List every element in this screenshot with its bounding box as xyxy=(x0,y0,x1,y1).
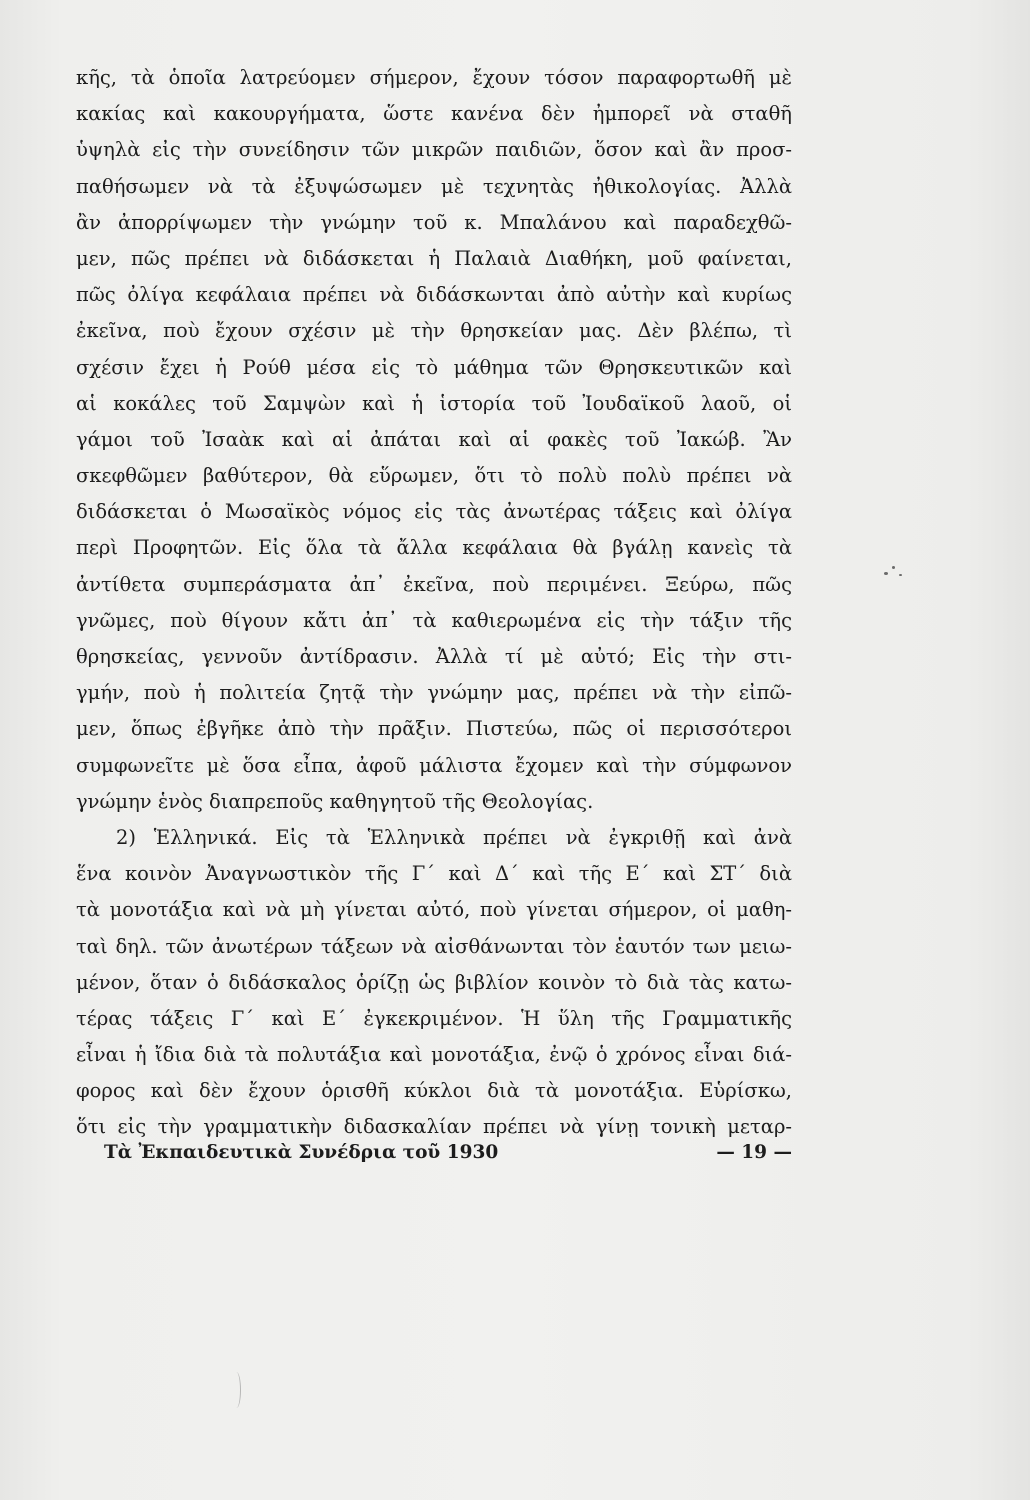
text-line: ὅτι εἰς τὴν γραμματικὴν διδασκαλίαν πρέπει νὰ γίνῃ τονικὴ μεταρ- xyxy=(76,1115,792,1139)
text-line: θρησκείας, γεννοῦν ἀντίδρασιν. Ἀλλὰ τί μὲ αὐτό; Εἰς τὴν στι- xyxy=(76,645,792,668)
footer-title: Τὰ Ἐκπαιδευτικὰ Συνέδρια τοῦ 1930 xyxy=(104,1142,499,1163)
text-line: πῶς ὀλίγα κεφάλαια πρέπει νὰ διδάσκωνται ἀπὸ αὐτὴν καὶ κυρίως xyxy=(76,283,792,307)
scan-mark xyxy=(232,1372,241,1408)
text-line: ἀντίθετα συμπεράσματα ἀπ᾽ ἐκεῖνα, ποὺ περιμένει. Ξεύρω, πῶς xyxy=(76,572,792,596)
text-line: κακίας καὶ κακουργήματα, ὥστε κανένα δὲν ἠμπορεῖ νὰ σταθῆ xyxy=(76,102,792,126)
text-line: κῆς, τὰ ὁποῖα λατρεύομεν σήμερον, ἔχουν τόσον παραφορτωθῆ μὲ xyxy=(76,66,792,89)
text-line: ἂν ἀπορρίψωμεν τὴν γνώμην τοῦ κ. Μπαλάνου καὶ παραδεχθῶ- xyxy=(76,210,792,234)
text-line: εἶναι ἡ ἴδια διὰ τὰ πολυτάξια καὶ μονοτάξια, ἐνῷ ὁ χρόνος εἶναι διά- xyxy=(76,1043,792,1067)
text-line: διδάσκεται ὁ Μωσαϊκὸς νόμος εἰς τὰς ἀνωτέρας τάξεις καὶ ὀλίγα xyxy=(76,500,792,524)
text-line: περὶ Προφητῶν. Εἰς ὅλα τὰ ἄλλα κεφάλαια θὰ βγάλῃ κανεὶς τὰ xyxy=(76,536,792,560)
paragraph-first-line: 2) Ἑλληνικά. Εἰς τὰ Ἑλληνικὰ πρέπει νὰ ἐγκριθῇ καὶ ἀνὰ xyxy=(116,825,792,849)
paragraph-last-line: γνώμην ἑνὸς διαπρεποῦς καθηγητοῦ τῆς Θεολογίας. xyxy=(76,789,594,813)
text-line: γμήν, ποὺ ἡ πολιτεία ζητᾷ τὴν γνώμην μας, πρέπει νὰ τὴν εἰπῶ- xyxy=(76,681,792,705)
text-line: μεν, ὅπως ἐβγῆκε ἀπὸ τὴν πρᾶξιν. Πιστεύω, πῶς οἱ περισσότεροι xyxy=(76,717,792,741)
text-line: ἐκεῖνα, ποὺ ἔχουν σχέσιν μὲ τὴν θρησκείαν μας. Δὲν βλέπω, τὶ xyxy=(76,319,792,343)
text-line: σκεφθῶμεν βαθύτερον, θὰ εὕρωμεν, ὅτι τὸ πολὺ πολὺ πρέπει νὰ xyxy=(76,464,792,488)
text-line: τέρας τάξεις Γ΄ καὶ Ε΄ ἐγκεκριμένον. Ἡ ὕλη τῆς Γραμματικῆς xyxy=(76,1006,792,1030)
text-line: γνῶμες, ποὺ θίγουν κἄτι ἀπ᾽ τὰ καθιερωμένα εἰς τὴν τάξιν τῆς xyxy=(76,608,792,632)
scan-speck xyxy=(892,566,895,569)
text-line: αἱ κοκάλες τοῦ Σαμψὼν καὶ ἡ ἱστορία τοῦ Ἰουδαϊκοῦ λαοῦ, οἱ xyxy=(76,391,792,415)
text-line: σχέσιν ἔχει ἡ Ρούθ μέσα εἰς τὸ μάθημα τῶν Θρησκευτικῶν καὶ xyxy=(76,355,792,379)
scan-speck xyxy=(899,574,902,576)
text-line: μεν, πῶς πρέπει νὰ διδάσκεται ἡ Παλαιὰ Διαθήκη, μοῦ φαίνεται, xyxy=(76,246,792,270)
page-footer xyxy=(104,1135,792,1171)
text-line: ἕνα κοινὸν Ἀναγνωστικὸν τῆς Γ΄ καὶ Δ΄ καὶ τῆς Ε΄ καὶ ΣΤ΄ διὰ xyxy=(76,862,792,886)
text-line: γάμοι τοῦ Ἰσαὰκ καὶ αἱ ἀπάται καὶ αἱ φακὲς τοῦ Ἰακώβ. Ἂν xyxy=(76,427,792,451)
body-text xyxy=(76,60,792,1146)
text-line: τὰ μονοτάξια καὶ νὰ μὴ γίνεται αὐτό, ποὺ γίνεται σήμερον, οἱ μαθη- xyxy=(76,898,792,922)
text-line: ὑψηλὰ εἰς τὴν συνείδησιν τῶν μικρῶν παιδιῶν, ὅσον καὶ ἂν προσ- xyxy=(76,138,792,162)
scan-speck xyxy=(884,572,888,575)
text-line: μένον, ὅταν ὁ διδάσκαλος ὁρίζῃ ὡς βιβλίον κοινὸν τὸ διὰ τὰς κατω- xyxy=(76,970,792,994)
text-line: φορος καὶ δὲν ἔχουν ὁρισθῆ κύκλοι διὰ τὰ μονοτάξια. Εὑρίσκω, xyxy=(76,1079,792,1103)
text-line: παθήσωμεν νὰ τὰ ἐξυψώσωμεν μὲ τεχνητὰς ἠθικολογίας. Ἀλλὰ xyxy=(76,174,792,198)
text-line: συμφωνεῖτε μὲ ὅσα εἶπα, ἀφοῦ μάλιστα ἔχομεν καὶ τὴν σύμφωνον xyxy=(76,753,792,777)
page-number: — 19 — xyxy=(716,1142,792,1163)
text-line: ταὶ δηλ. τῶν ἀνωτέρων τάξεων νὰ αἰσθάνωνται τὸν ἑαυτόν των μειω- xyxy=(76,934,792,958)
